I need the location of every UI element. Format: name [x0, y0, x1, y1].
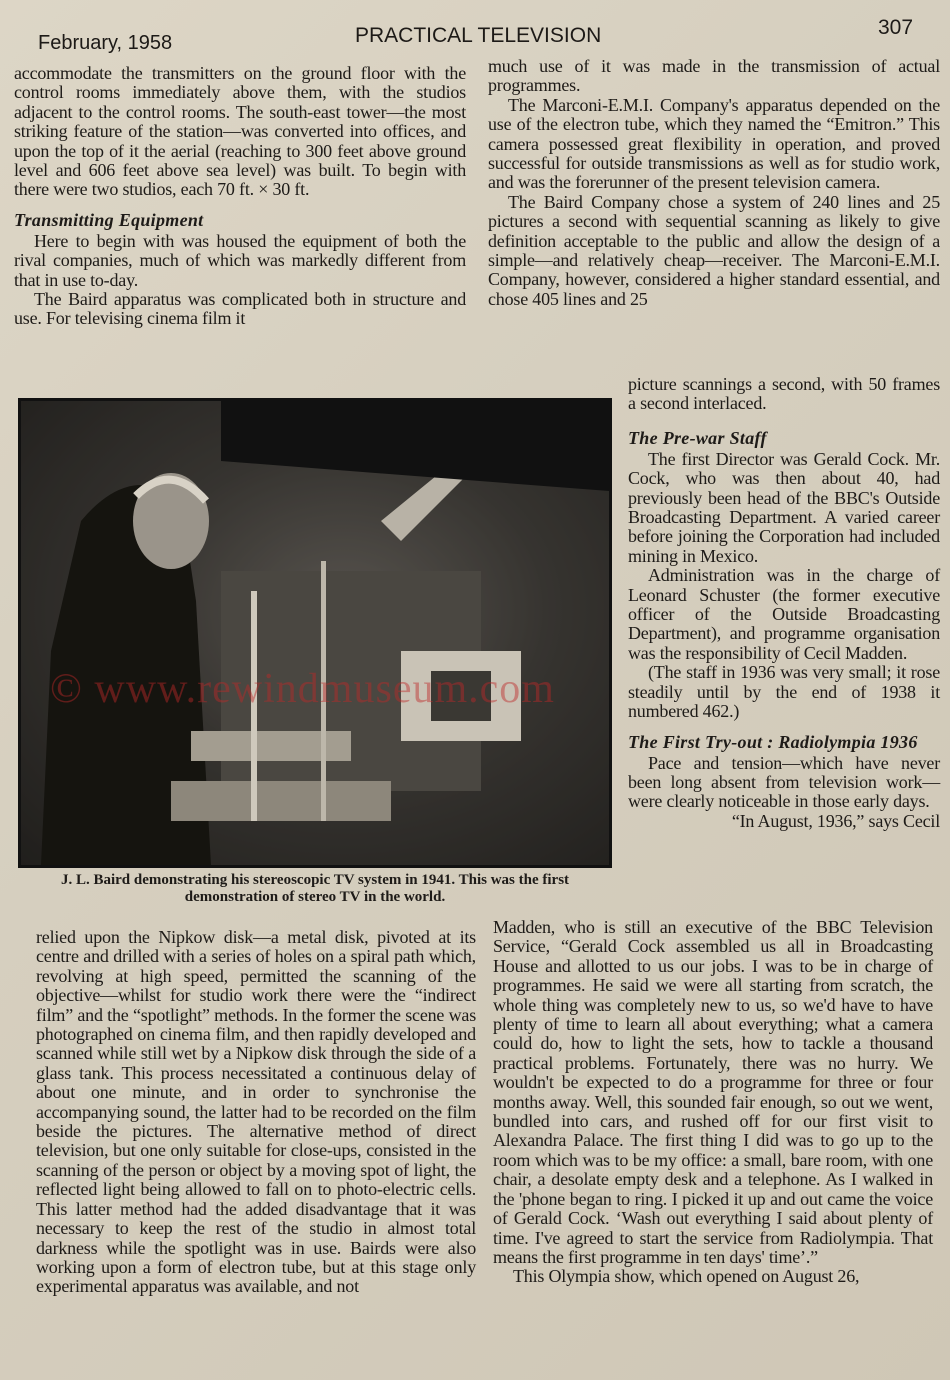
paragraph: much use of it was made in the transmission of actual programmes. [488, 56, 940, 96]
top-left-column [14, 64, 466, 329]
photo-illustration [21, 401, 609, 865]
paragraph: The Baird Company chose a system of 240 lines and 25 pictures a second with sequential scanning as likely to give definition acceptable to the public and allow the design of a simple—and relatively cheap—receiver. The Marconi-E.M.I. Company, however, considered a higher standard essential, and chose 405 lines and 25 [488, 191, 940, 309]
paragraph: Pace and tension—which have never been long absent from television work—were clearly noticeable in those early days. [628, 752, 940, 812]
paragraph: accommodate the transmitters on the ground floor with the control rooms immediately above them, with the studios adjacent to the control rooms. The south-east tower—the most striking feature of the station—was converted into offices, and upon the top of it the aerial (reaching to 300 feet above ground level and 606 feet above sea level) was built. To begin with there were two studios, each 70 ft. × 30 ft. [14, 63, 466, 200]
magazine-title: PRACTICAL TELEVISION [355, 24, 602, 47]
photo-caption: J. L. Baird demonstrating his stereoscopic TV system in 1941. This was the first demonstration of stereo TV in the world. [60, 872, 570, 905]
paragraph: The first Director was Gerald Cock. Mr. Cock, who was then about 40, had previously been head of the BBC's Outside Broadcasting Department. A varied career before joining the Corporation had included mining in Mexico. [628, 448, 940, 566]
bottom-right-column [493, 918, 933, 1287]
paragraph: “In August, 1936,” says Cecil [731, 810, 940, 831]
top-right-column [488, 57, 940, 309]
section-heading: The Pre-war Staff [628, 427, 767, 448]
paragraph: relied upon the Nipkow disk—a metal disk, pivoted at its centre and drilled with a series of holes on a spiral path which, revolving at high speed, permitted the scanning of the objective—whilst for studio work there were the “indirect film” and the “spotlight” methods. In the former the scene was photographed on cinema film, and then rapidly developed and scanned while still wet by a Nipkow disk through the side of a glass tank. This process necessitated a continuous delay of about one minute, and in order to synchronise the accompanying sound, the latter had to be recorded on the film beside the pictures. The alternative method of direct television, but one only suitable for close-ups, consisted in the scanning of the person or object by a moving spot of light, the reflected light being allowed to fall on to photo-electric cells. This latter method had the added disadvantage that it was necessary to keep the rest of the studio in almost total darkness while the spotlight was in use. Bairds were also working upon a form of electron tube, but at this stage only experimental apparatus was available, and not [36, 927, 476, 1297]
paragraph: (The staff in 1936 was very small; it rose steadily until by the end of 1938 it numbered 462.) [628, 662, 940, 722]
section-heading: The First Try-out : Radiolympia 1936 [628, 731, 918, 752]
issue-date: February, 1958 [38, 32, 173, 54]
narrow-right-column [628, 375, 940, 831]
page-number: 307 [878, 16, 914, 39]
bottom-left-column [36, 928, 476, 1297]
paragraph: Here to begin with was housed the equipment of both the rival companies, much of which was markedly different from that in use to-day. [14, 230, 466, 290]
paragraph: Madden, who is still an executive of the BBC Television Service, “Gerald Cock assembled us all in Broadcasting House and allotted to us our jobs. I was to be in charge of programmes. He said we were all starting from scratch, the whole thing was completely new to us, so we'd have to have plenty of time to learn all about everything; what a camera could do, how to light the sets, how to tackle a thousand practical problems. Fortunately, there was no hurry. We wouldn't be expected to do a programme for three or four months away. Well, this sounded fair enough, so out we went, bundled into cars, and rushed off for our first visit to Alexandra Palace. The first thing I did was to go up to the room which was to be my office: a small, bare room, with one chair, a desolate empty desk and a telephone. As I walked in the 'phone began to ring. I picked it up and out came the voice of Gerald Cock. ‘Wash out everything I said about plenty of time. I've agreed to start the service from Radiolympia. That means the first programme in ten days' time’.” [493, 917, 933, 1267]
baird-photograph [18, 398, 612, 868]
section-heading: Transmitting Equipment [14, 209, 204, 230]
paragraph: picture scannings a second, with 50 frames a second interlaced. [628, 374, 940, 414]
paragraph: The Baird apparatus was complicated both in structure and use. For televising cinema film it [14, 289, 466, 329]
paragraph: The Marconi-E.M.I. Company's apparatus depended on the use of the electron tube, which they named the “Emitron.” This camera possessed great flexibility in operation, and proved successful for outside transmissions as well as for studio work, and was the forerunner of the present television camera. [488, 94, 940, 193]
paragraph: Administration was in the charge of Leonard Schuster (the former executive officer of the Outside Broadcasting Department), and programme organisation was the responsibility of Cecil Madden. [628, 565, 940, 663]
watermark: © www.rewindmuseum.com [50, 666, 555, 712]
paragraph: This Olympia show, which opened on August 26, [513, 1266, 860, 1287]
